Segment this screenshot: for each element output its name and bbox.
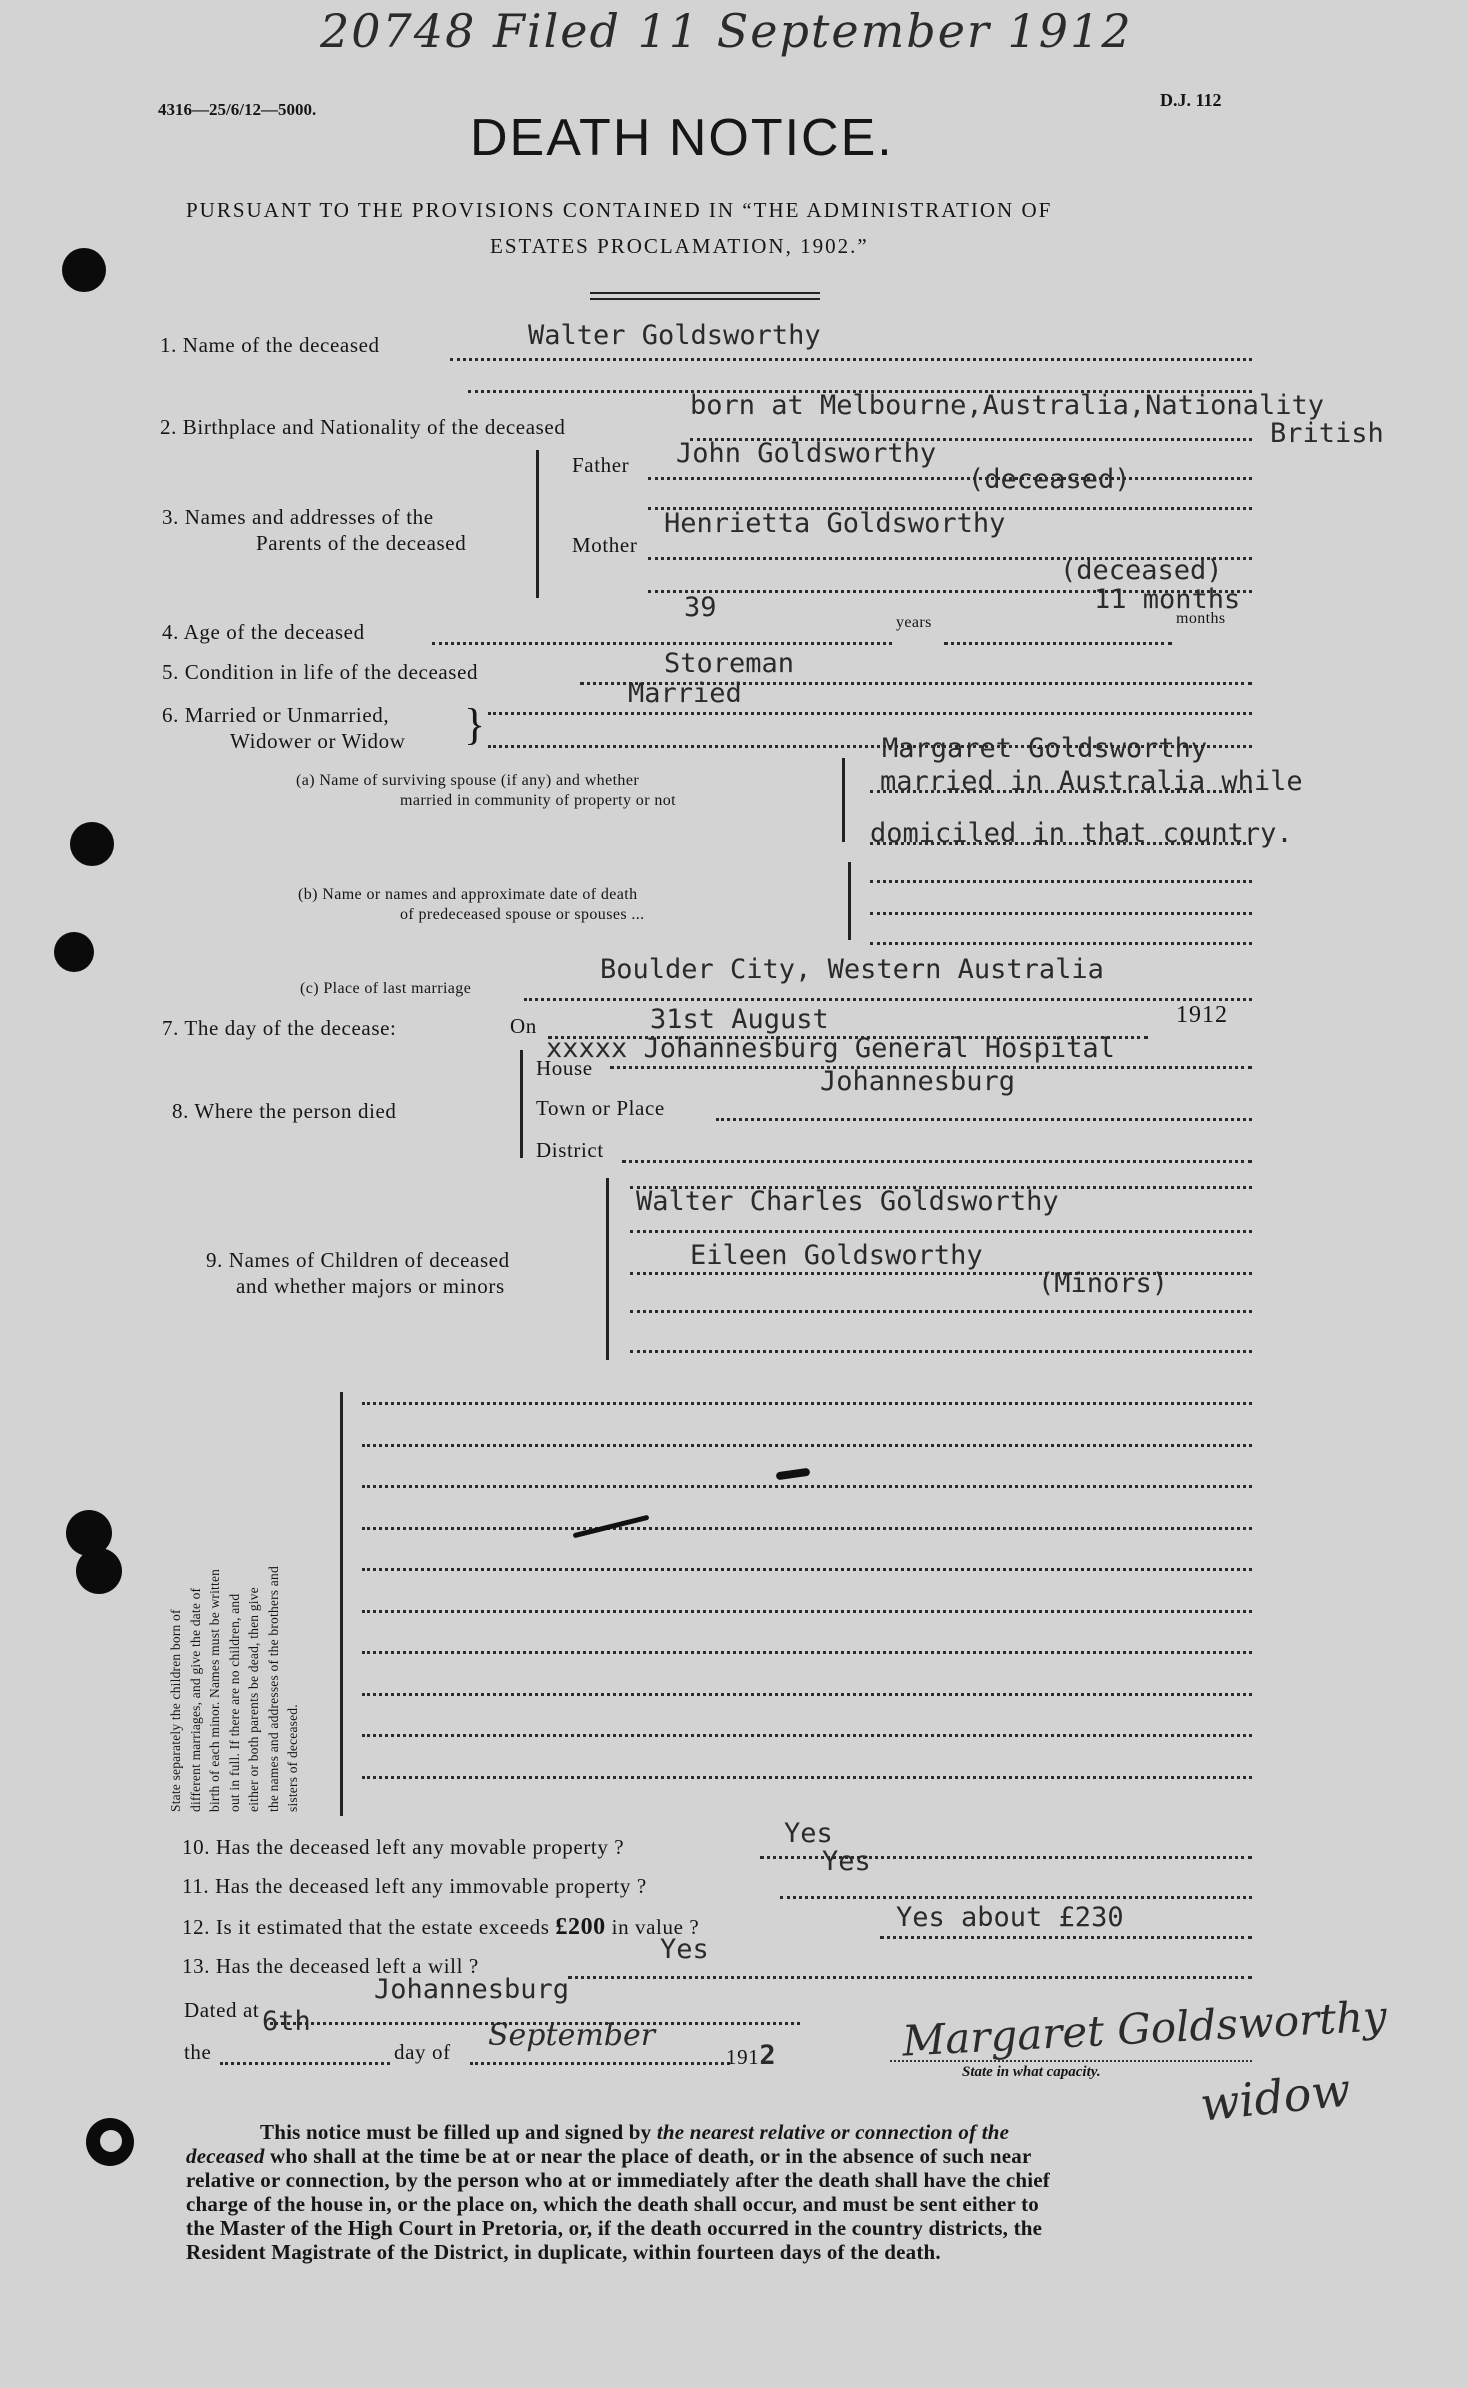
side-note-line: birth of each minor. Names must be written — [207, 1568, 222, 1812]
item5-label: 5. Condition in life of the deceased — [162, 660, 479, 684]
dotted-line — [362, 1402, 1252, 1405]
dotted-line — [648, 477, 1252, 480]
punch-hole — [76, 1548, 122, 1594]
item6-label-line1: 6. Married or Unmarried, — [162, 703, 390, 727]
district-label: District — [536, 1138, 604, 1162]
mother-label: Mother — [572, 533, 638, 557]
dotted-line — [432, 642, 892, 645]
side-note-line: sisters of deceased. — [285, 1704, 300, 1812]
side-note-line: the names and addresses of the brothers and — [265, 1566, 281, 1812]
marriage-place-value: Boulder City, Western Australia — [600, 954, 1104, 985]
dotted-line — [362, 1444, 1252, 1447]
signature: Margaret Goldsworthy — [901, 1991, 1388, 2066]
house-label: House — [536, 1056, 593, 1080]
dotted-line — [362, 1610, 1252, 1613]
father-note: (deceased) — [968, 464, 1131, 495]
dotted-line — [362, 1776, 1252, 1779]
dotted-line — [870, 942, 1252, 945]
footer-line3: relative or connection, by the person who at or immediately after the death shall have the chief — [186, 2168, 1050, 2192]
punch-hole — [100, 2130, 122, 2152]
child1-value: Walter Charles Goldsworthy — [636, 1186, 1059, 1217]
condition-value: Storeman — [664, 648, 795, 679]
dotted-line — [524, 998, 1252, 1001]
town-value: Johannesburg — [820, 1066, 1016, 1097]
bracket-line — [340, 1392, 343, 1816]
spouse-domicile-note: domiciled in that country. — [870, 818, 1293, 849]
side-note-line: out in full. If there are no children, and — [226, 1593, 242, 1812]
item3-label-line1: 3. Names and addresses of the — [162, 505, 434, 529]
footer-line2-emphasis: deceased — [186, 2144, 265, 2168]
punch-hole — [70, 822, 114, 866]
signature-line — [890, 2060, 1252, 2062]
item6-label-line2: Widower or Widow — [230, 729, 406, 753]
dotted-line — [362, 1568, 1252, 1571]
side-note-line: either or both parents be dead, then give — [246, 1587, 261, 1812]
bracket-line — [536, 450, 539, 598]
dated-day-value: 6th — [262, 2006, 311, 2037]
item12-amount: £200 — [555, 1914, 606, 1940]
footer-line5: the Master of the High Court in Pretoria, or, if the death occurred in the country districts, the — [186, 2216, 1043, 2240]
item11-label: 11. Has the deceased left any immovable property ? — [182, 1874, 647, 1898]
footer-line6: Resident Magistrate of the District, in duplicate, within fourteen days of the death. — [186, 2240, 941, 2264]
dotted-line — [450, 358, 1252, 361]
capacity-value: widow — [1197, 2062, 1354, 2132]
dotted-line — [870, 842, 1252, 845]
side-note — [166, 1396, 306, 1812]
footer-line1 — [186, 2120, 1276, 2144]
bracket-line — [848, 862, 851, 940]
subtitle-line2: ESTATES PROCLAMATION, 1902.” — [490, 234, 869, 258]
side-note-line: different marriages, and give the date of — [187, 1587, 203, 1812]
dotted-line — [716, 1118, 1252, 1121]
item9-label-line1: 9. Names of Children of deceased — [206, 1248, 510, 1272]
item13-label: 13. Has the deceased left a will ? — [182, 1954, 479, 1978]
dotted-line — [630, 1350, 1252, 1353]
item3-label-line2: Parents of the deceased — [256, 531, 467, 555]
item10-label: 10. Has the deceased left any movable property ? — [182, 1835, 625, 1859]
item9-label-line2: and whether majors or minors — [236, 1274, 505, 1298]
on-label: On — [510, 1014, 537, 1038]
birthplace-value: born at Melbourne,Australia,Nationality — [690, 390, 1324, 421]
title-rule — [590, 298, 820, 300]
age-months-value: 11 months — [1094, 584, 1241, 615]
dotted-line — [568, 1976, 1252, 1979]
dotted-line — [362, 1527, 1252, 1530]
print-reference: 4316—25/6/12—5000. — [158, 100, 317, 119]
ink-mark — [776, 1468, 811, 1481]
footer-line1-emphasis: the nearest relative or connection of the — [656, 2120, 1010, 2144]
years-label: years — [896, 614, 932, 631]
footer-line1-text: This notice must be filled up and signed by — [260, 2120, 652, 2144]
dotted-line — [220, 2062, 390, 2065]
day-of-label: day of — [394, 2040, 451, 2064]
children-note: (Minors) — [1038, 1268, 1169, 1299]
decease-year: 1912 — [1176, 1002, 1228, 1028]
spouse-marriage-note: married in Australia while — [880, 766, 1303, 797]
child2-value: Eileen Goldsworthy — [690, 1240, 983, 1271]
item2-label: 2. Birthplace and Nationality of the deceased — [160, 415, 566, 439]
dotted-line — [630, 1310, 1252, 1313]
will-value: Yes — [660, 1934, 709, 1965]
brace: } — [464, 700, 486, 749]
dated-year-prefix: 191 — [726, 2045, 760, 2069]
dotted-line — [362, 1485, 1252, 1488]
dotted-line — [630, 1230, 1252, 1233]
footer-line2-text: who shall at the time be at or near the place of death, or in the absence of such near — [270, 2144, 1032, 2168]
footer-notice — [186, 2120, 1276, 2264]
dotted-line — [944, 642, 1172, 645]
dotted-line — [870, 912, 1252, 915]
decease-day-value: 31st August — [650, 1004, 829, 1035]
estate-value: Yes about £230 — [896, 1902, 1124, 1933]
immovable-property-value: Yes — [822, 1846, 871, 1877]
dated-month-value: September — [488, 2018, 656, 2053]
item4-label: 4. Age of the deceased — [162, 620, 365, 644]
dotted-line — [362, 1651, 1252, 1654]
item8-label: 8. Where the person died — [172, 1099, 397, 1123]
dotted-line — [780, 1896, 1252, 1899]
mother-value: Henrietta Goldsworthy — [664, 508, 1006, 539]
capacity-label: State in what capacity. — [962, 2064, 1101, 2080]
dotted-line — [470, 2062, 730, 2065]
marital-status-value: Married — [628, 678, 742, 709]
punch-hole — [54, 932, 94, 972]
item1-label: 1. Name of the deceased — [160, 333, 380, 357]
bracket-line — [842, 758, 845, 842]
dotted-line — [880, 1936, 1252, 1939]
title-rule — [590, 292, 820, 294]
age-years-value: 39 — [684, 592, 717, 623]
item12-label-post: in value ? — [611, 1915, 700, 1939]
spouse-name-value: Margaret Goldsworthy — [882, 733, 1208, 764]
deceased-name-value: Walter Goldsworthy — [528, 320, 821, 351]
page-title: DEATH NOTICE. — [470, 109, 894, 167]
side-note-line: State separately the children born of — [168, 1609, 183, 1812]
dated-year-suffix: 2 — [759, 2040, 777, 2071]
nationality-value: British — [1270, 418, 1384, 449]
dated-place-value: Johannesburg — [374, 1974, 570, 2005]
father-label: Father — [572, 453, 630, 477]
months-label: months — [1176, 610, 1226, 627]
mother-note: (deceased) — [1060, 555, 1223, 586]
father-value: John Goldsworthy — [676, 438, 937, 469]
footer-line4: charge of the house in, or the place on, which the death shall occur, and must be sent either to — [186, 2192, 1039, 2216]
item6a-label-line1: (a) Name of surviving spouse (if any) and whether — [296, 772, 640, 789]
item6b-label-line2: of predeceased spouse or spouses ... — [400, 906, 645, 923]
dated-year — [726, 2040, 776, 2071]
bracket-line — [606, 1178, 609, 1360]
handwritten-filing-note: 20748 Filed 11 September 1912 — [320, 4, 1133, 58]
dotted-line — [870, 880, 1252, 883]
item6c-label: (c) Place of last marriage — [300, 980, 472, 997]
dotted-line — [362, 1693, 1252, 1696]
house-value: xxxxx Johannesburg General Hospital — [546, 1033, 1115, 1064]
dotted-line — [488, 712, 1252, 715]
item6b-label-line1: (b) Name or names and approximate date of death — [298, 886, 638, 903]
dotted-line — [622, 1160, 1252, 1163]
item12-label-pre: 12. Is it estimated that the estate exceeds — [182, 1915, 550, 1939]
punch-hole — [62, 248, 106, 292]
item6a-label-line2: married in community of property or not — [400, 792, 676, 809]
town-label: Town or Place — [536, 1096, 665, 1120]
subtitle-line1: PURSUANT TO THE PROVISIONS CONTAINED IN “THE ADMINISTRATION OF — [186, 198, 1053, 222]
movable-property-value: Yes — [784, 1818, 833, 1849]
item12-label — [182, 1914, 699, 1941]
dated-at-label: Dated at — [184, 1998, 260, 2022]
dotted-line — [362, 1734, 1252, 1737]
the-label: the — [184, 2040, 212, 2064]
bracket-line — [520, 1050, 523, 1158]
form-code: D.J. 112 — [1160, 90, 1222, 110]
footer-line2 — [186, 2144, 1276, 2168]
item7-label: 7. The day of the decease: — [162, 1016, 397, 1040]
